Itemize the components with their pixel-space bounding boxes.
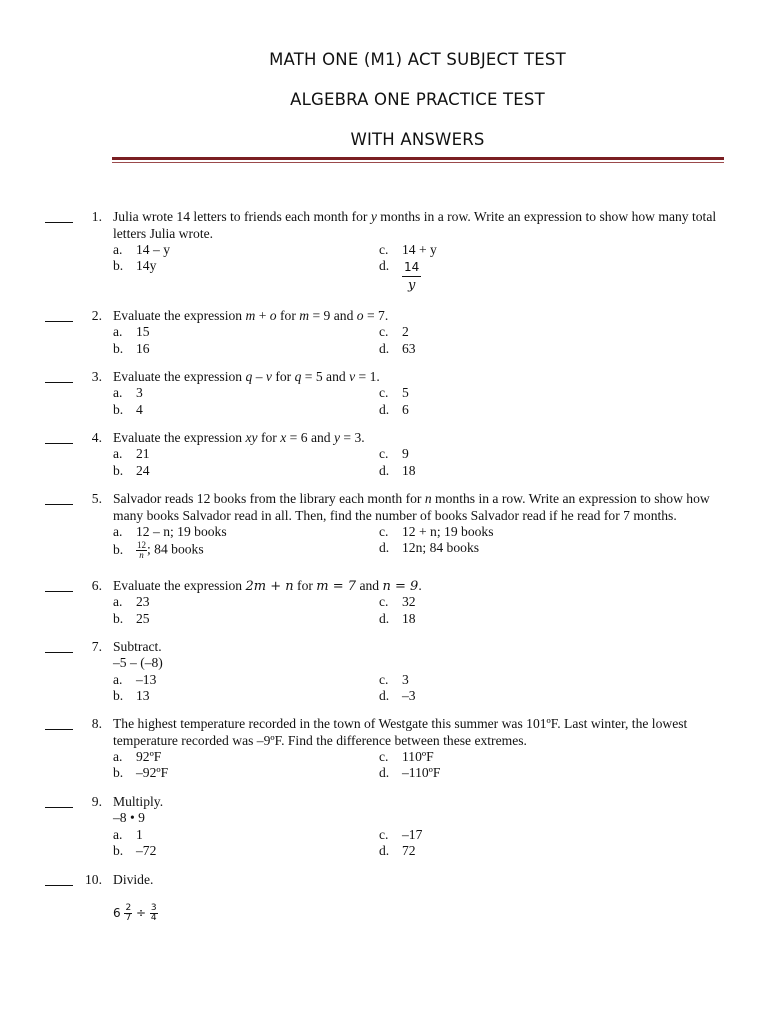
question-number: 3. — [91, 369, 102, 384]
question-number: 9. — [91, 794, 102, 809]
question-number: 8. — [91, 716, 102, 731]
option-c: c. 3 — [379, 672, 409, 687]
option-a: a. 3 — [113, 385, 143, 400]
answer-blank[interactable] — [45, 209, 73, 223]
question-stem: Salvador reads 12 books from the library each month for n months in a row. Write an expression to show how many books Salvador read in all. Then, find the number of books Salvador read if he read for 7 months. — [113, 491, 710, 523]
option-c: c. 12 + n; 19 books — [379, 524, 494, 539]
option-c: c. 14 + y — [379, 242, 437, 257]
option-b: b. –72 — [113, 843, 157, 858]
option-b: b. 14y — [113, 258, 157, 273]
option-c: c. –17 — [379, 827, 423, 842]
question-stem: Evaluate the expression xy for x = 6 and y = 3. — [113, 430, 365, 445]
option-a: a. 15 — [113, 324, 150, 339]
option-a: a. 92ºF — [113, 749, 162, 764]
option-d: d. 6 — [379, 402, 409, 417]
question-number: 7. — [91, 639, 102, 654]
question-stem: Divide. — [113, 872, 154, 887]
question-number: 6. — [91, 578, 102, 593]
question-number: 5. — [91, 491, 102, 506]
option-b: b. 25 — [113, 611, 150, 626]
option-b: b. 16 — [113, 341, 150, 356]
title-line-2: ALGEBRA ONE PRACTICE TEST — [290, 90, 545, 109]
answer-blank[interactable] — [45, 716, 73, 730]
option-c: c. 2 — [379, 324, 409, 339]
question-number: 1. — [91, 209, 102, 224]
answer-blank[interactable] — [45, 872, 73, 886]
question-stem: Subtract. — [113, 639, 162, 654]
question-expression: –8 • 9 — [113, 810, 145, 825]
option-d: d. 18 — [379, 611, 416, 626]
answer-blank[interactable] — [45, 369, 73, 383]
option-d: d. 63 — [379, 341, 416, 356]
option-d: d. –110ºF — [379, 765, 441, 780]
question-stem: Evaluate the expression q – v for q = 5 and v = 1. — [113, 369, 380, 384]
option-b: b. 24 — [113, 463, 150, 478]
header-divider-thin — [112, 162, 724, 163]
question-number: 4. — [91, 430, 102, 445]
question-number: 2. — [91, 308, 102, 323]
answer-blank[interactable] — [45, 794, 73, 808]
option-d: d. 72 — [379, 843, 416, 858]
answer-blank[interactable] — [45, 639, 73, 653]
answer-blank[interactable] — [45, 430, 73, 444]
answer-blank[interactable] — [45, 308, 73, 322]
header-divider-thick — [112, 157, 724, 160]
option-b: b. –92ºF — [113, 765, 169, 780]
option-c: c. 5 — [379, 385, 409, 400]
question-stem: Evaluate the expression m + o for m = 9 and o = 7. — [113, 308, 389, 323]
question-stem: Julia wrote 14 letters to friends each month for y months in a row. Write an expression to show how many total letters Julia wrote. — [113, 209, 717, 241]
title-line-3: WITH ANSWERS — [350, 130, 485, 149]
option-d: d. 18 — [379, 463, 416, 478]
question-stem: The highest temperature recorded in the town of Westgate this summer was 101ºF. Last winter, the lowest temperature recorded was –9ºF. Find the difference between these extremes. — [113, 716, 688, 748]
option-a: a. 23 — [113, 594, 150, 609]
option-b: b. 4 — [113, 402, 143, 417]
option-c: c. 9 — [379, 446, 409, 461]
option-a: a. 21 — [113, 446, 150, 461]
option-a: a. 12 – n; 19 books — [113, 524, 227, 539]
option-a: a. 1 — [113, 827, 143, 842]
option-a: a. –13 — [113, 672, 157, 687]
option-d: d. $\frac{14}{y}$ — [379, 258, 420, 293]
option-a: a. 14 – y — [113, 242, 170, 257]
option-d: d. 12n; 84 books — [379, 540, 480, 555]
option-c: c. 110ºF — [379, 749, 434, 764]
option-b: b. $\frac{12}{n}$ ; 84 books — [113, 540, 204, 560]
question-number: 10. — [85, 872, 102, 887]
question-expression: 6 $\frac{2}{7}$ ÷ $\frac{3}{4}$ — [113, 903, 157, 923]
option-b: b. 13 — [113, 688, 150, 703]
question-stem: Evaluate the expression 2m + n for m = 7 and n = 9. — [113, 578, 422, 594]
option-d: d. –3 — [379, 688, 416, 703]
question-stem: Multiply. — [113, 794, 164, 809]
answer-blank[interactable] — [45, 578, 73, 592]
answer-blank[interactable] — [45, 491, 73, 505]
title-line-1: MATH ONE (M1) ACT SUBJECT TEST — [269, 50, 566, 69]
question-expression: –5 – (–8) — [113, 655, 163, 670]
option-c: c. 32 — [379, 594, 416, 609]
